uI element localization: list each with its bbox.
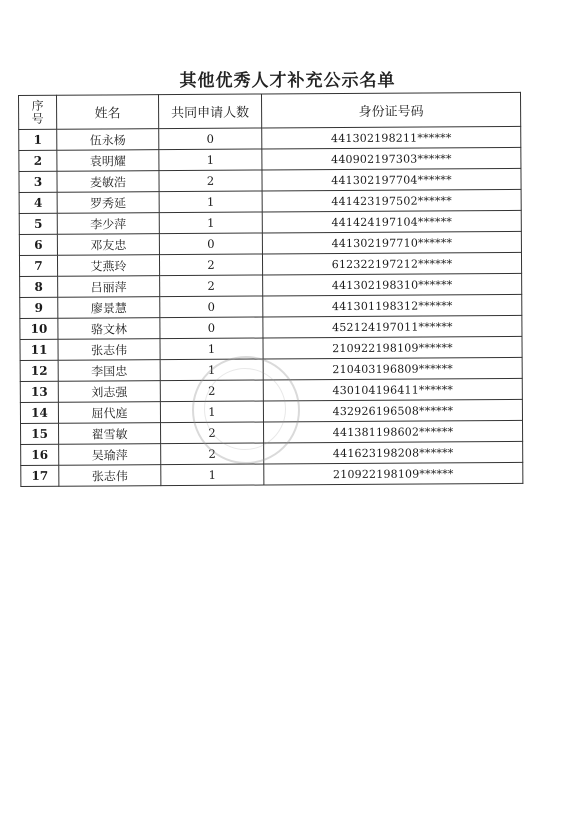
cell-seq: 1 [19,129,57,150]
page-title: 其他优秀人才补充公示名单 [179,71,396,91]
cell-id: 440902197303****** [262,147,521,170]
header-name: 姓名 [57,95,159,130]
table-row [19,231,521,255]
table-row [20,294,522,318]
cell-name: 麦敏浩 [57,171,159,193]
cell-id: 441302197710****** [262,231,521,254]
cell-id: 441424197104****** [262,210,521,233]
cell-count: 2 [161,443,264,465]
table-row [20,357,522,381]
cell-name: 邓友忠 [57,234,159,256]
table-row [19,147,521,171]
cell-name: 张志伟 [59,465,161,487]
cell-name: 刘志强 [58,381,160,403]
cell-seq: 2 [19,150,57,171]
table-row [19,252,521,276]
table-row [20,315,522,339]
cell-name: 廖景慧 [58,297,160,319]
roster-table [18,92,523,487]
header-id: 身份证号码 [261,92,520,128]
table-row [19,126,521,150]
cell-name: 袁明耀 [57,150,159,172]
cell-seq: 6 [19,234,57,255]
cell-count: 1 [160,401,263,423]
cell-count: 1 [161,464,264,486]
header-seq: 序 号 [19,95,57,129]
cell-seq: 5 [19,213,57,234]
cell-id: 210922198109****** [263,336,522,359]
table-row [21,420,523,444]
table-row [19,210,521,234]
table-header-row [19,92,521,129]
cell-name: 吕丽萍 [58,276,160,298]
cell-seq: 14 [20,402,58,423]
cell-name: 屈代庭 [58,402,160,424]
cell-id: 441302197704****** [262,168,521,191]
cell-seq: 3 [19,171,57,192]
cell-seq: 17 [21,465,59,486]
cell-count: 0 [160,317,263,339]
cell-id: 432926196508****** [263,399,522,422]
cell-id: 612322197212****** [262,252,521,275]
cell-id: 441381198602****** [264,420,523,443]
cell-count: 2 [160,380,263,402]
cell-count: 2 [160,275,263,297]
cell-name: 翟雪敏 [59,423,161,445]
cell-count: 0 [160,296,263,318]
cell-seq: 10 [20,318,58,339]
cell-id: 441623198208****** [264,441,523,464]
cell-id: 210403196809****** [263,357,522,380]
table-row [21,441,523,465]
cell-name: 罗秀延 [57,192,159,214]
table-row [19,189,521,213]
cell-name: 艾燕玲 [57,255,159,277]
cell-count: 2 [159,254,262,276]
cell-count: 0 [159,128,262,150]
cell-seq: 15 [21,423,59,444]
table-row [21,462,523,486]
cell-id: 210922198109****** [264,462,523,485]
table-row [20,378,522,402]
cell-id: 441423197502****** [262,189,521,212]
cell-seq: 11 [20,339,58,360]
header-count: 共同申请人数 [159,94,262,129]
cell-count: 2 [161,422,264,444]
cell-seq: 13 [20,381,58,402]
cell-id: 441301198312****** [263,294,522,317]
cell-count: 1 [159,212,262,234]
cell-name: 张志伟 [58,339,160,361]
cell-count: 1 [159,191,262,213]
cell-id: 441302198211****** [262,126,521,149]
table-row [20,273,522,297]
cell-count: 1 [160,338,263,360]
cell-seq: 8 [20,276,58,297]
cell-name: 伍永杨 [57,129,159,151]
cell-seq: 7 [19,255,57,276]
cell-name: 李国忠 [58,360,160,382]
table-row [20,336,522,360]
cell-id: 430104196411****** [263,378,522,401]
cell-id: 452124197011****** [263,315,522,338]
cell-count: 0 [159,233,262,255]
cell-count: 2 [159,170,262,192]
cell-seq: 4 [19,192,57,213]
cell-seq: 9 [20,297,58,318]
cell-name: 李少萍 [57,213,159,235]
cell-id: 441302198310****** [263,273,522,296]
cell-seq: 12 [20,360,58,381]
cell-name: 骆文林 [58,318,160,340]
table-row [20,399,522,423]
cell-count: 1 [160,359,263,381]
cell-count: 1 [159,149,262,171]
table-row [19,168,521,192]
cell-name: 吴瑜萍 [59,444,161,466]
cell-seq: 16 [21,444,59,465]
